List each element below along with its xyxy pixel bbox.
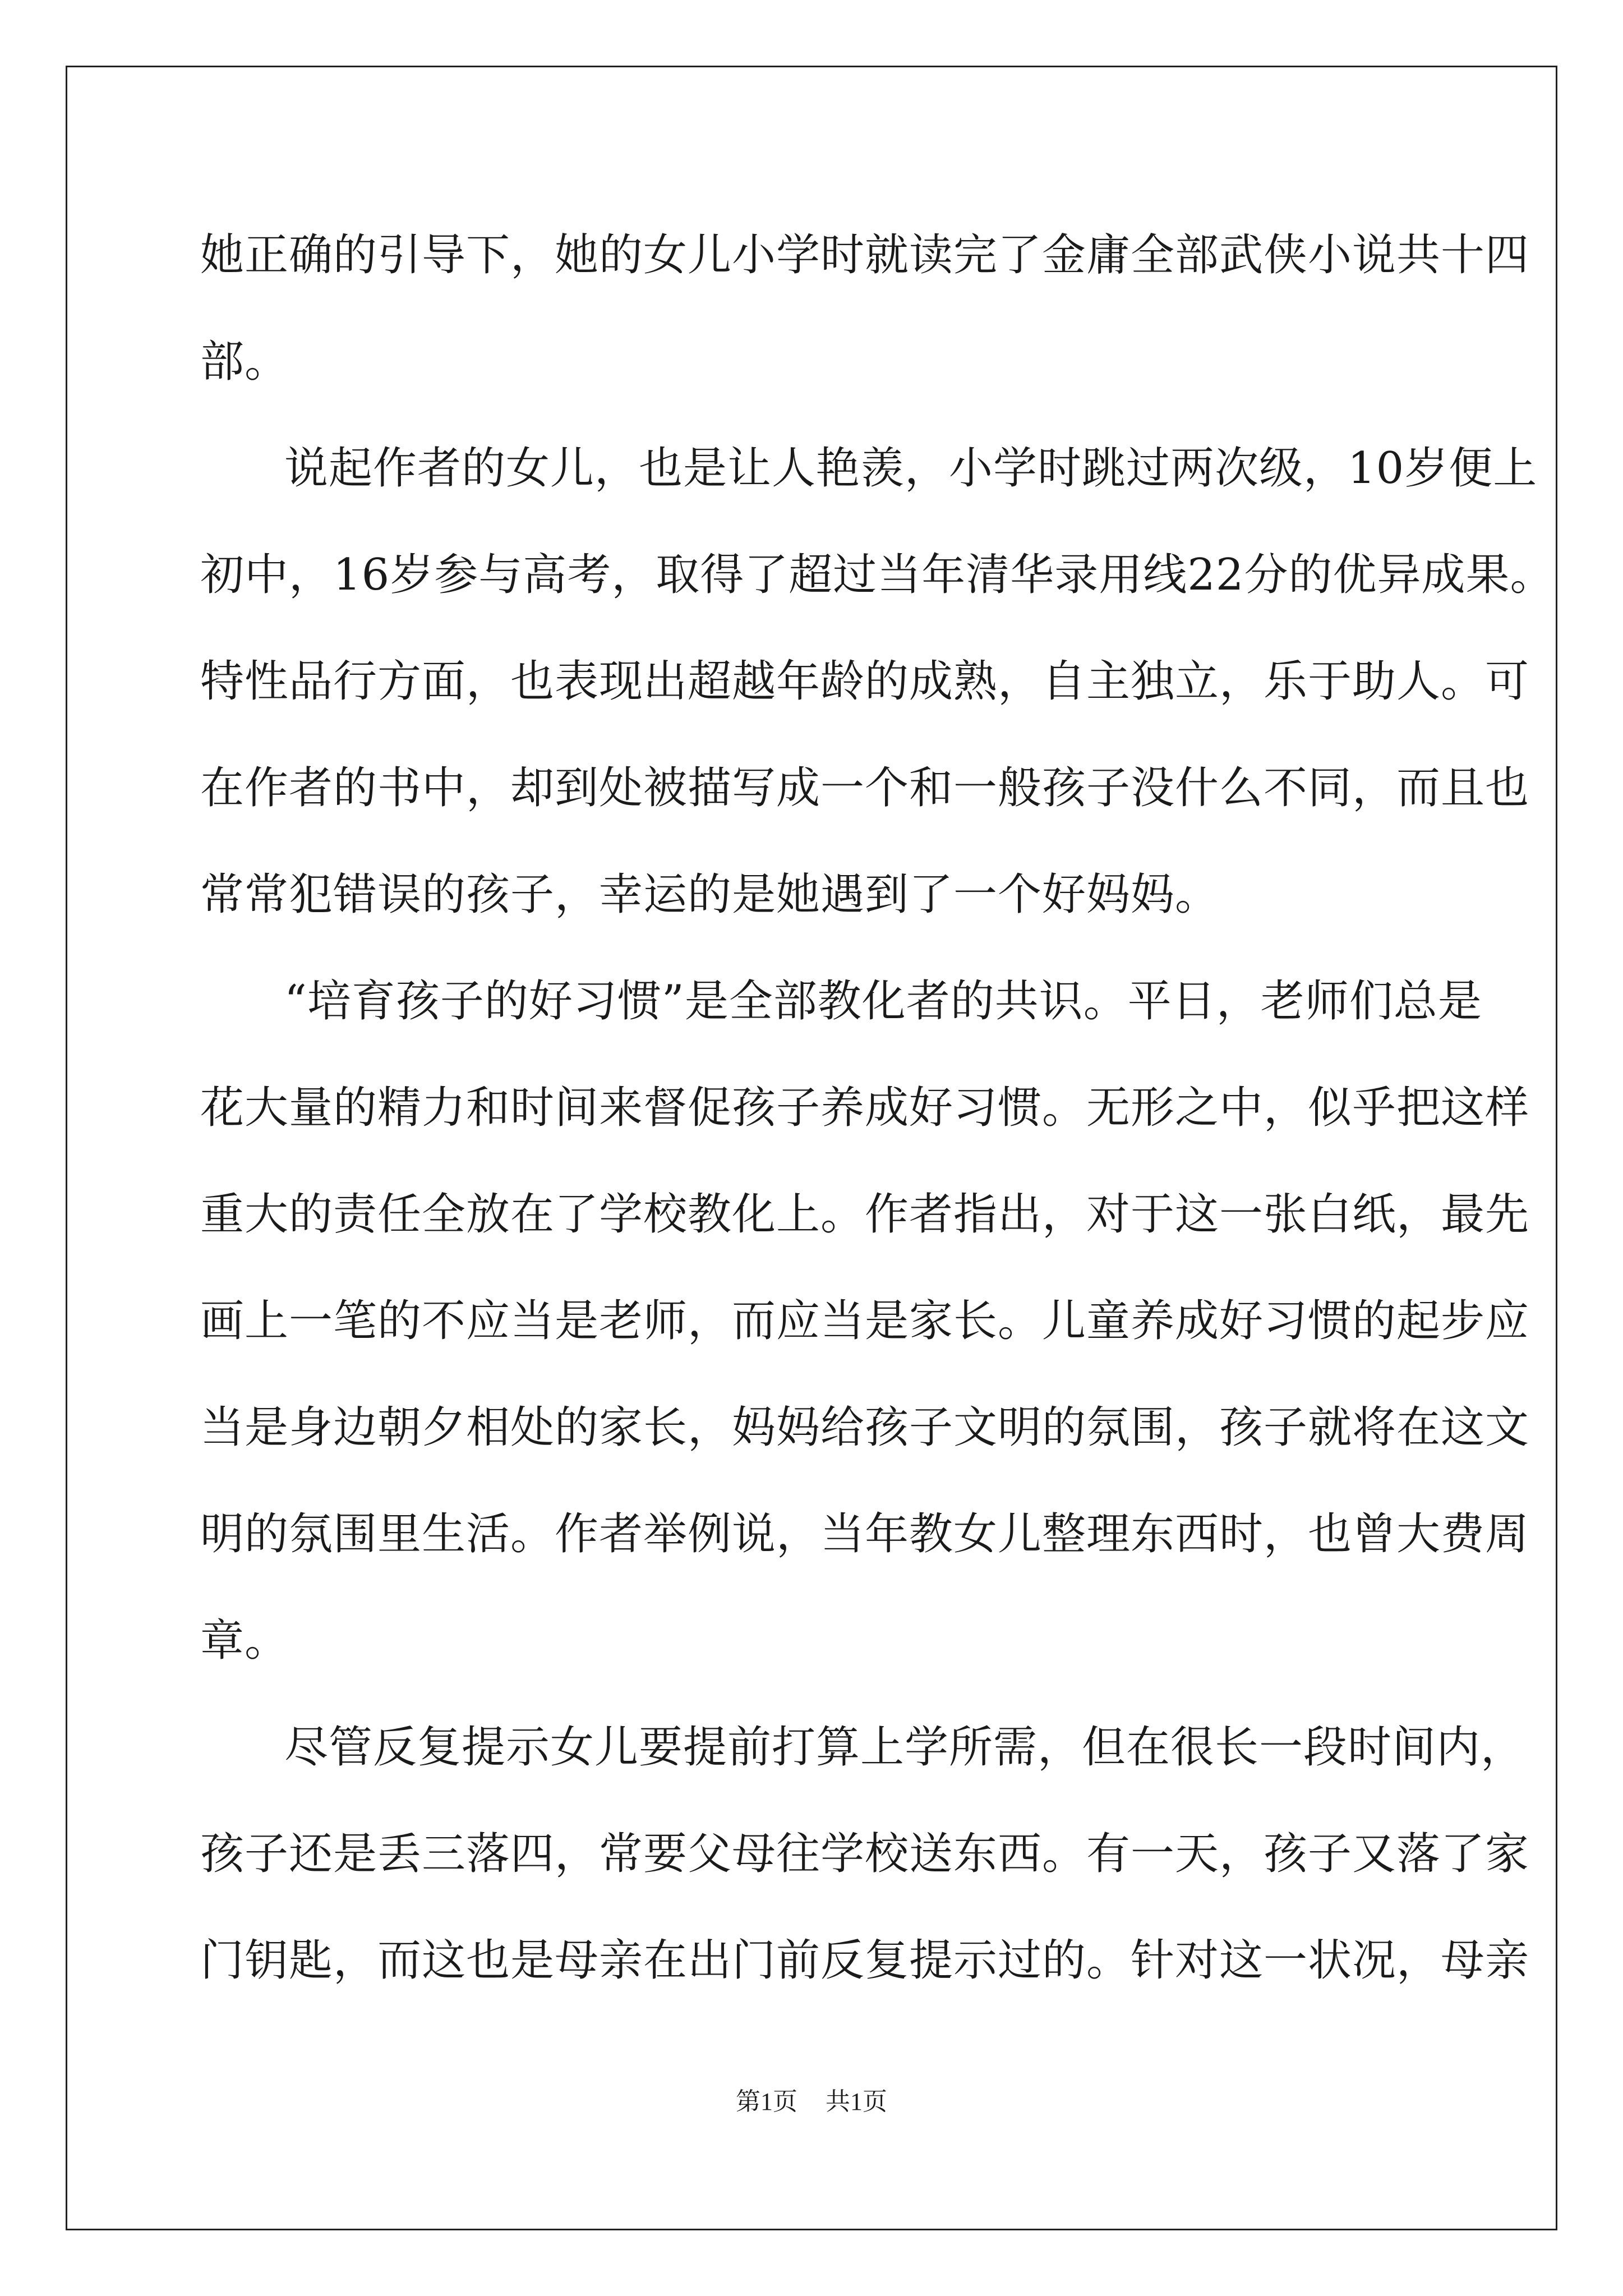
text-line: 她正确的引导下，她的女儿小学时就读完了金庸全部武侠小说共十四 bbox=[200, 230, 1530, 280]
text-line: 在作者的书中，却到处被描写成一个和一般孩子没什么不同，而且也 bbox=[200, 763, 1530, 813]
total-page-count: 共1页 bbox=[826, 2088, 887, 2115]
text-line: 当是身边朝夕相处的家长，妈妈给孩子文明的氛围，孩子就将在这文 bbox=[200, 1402, 1530, 1453]
text-line: “培育孩子的好习惯”是全部教化者的共识。平日，老师们总是 bbox=[284, 976, 1482, 1027]
text-line: 常常犯错误的孩子，幸运的是她遇到了一个好妈妈。 bbox=[200, 869, 1220, 920]
text-line: 初中，16岁参与高考，取得了超过当年清华录用线22分的优异成果。 bbox=[200, 550, 1555, 600]
text-line: 门钥匙，而这也是母亲在出门前反复提示过的。针对这一状况，母亲 bbox=[200, 1935, 1530, 1986]
text-line: 说起作者的女儿，也是让人艳羡，小学时跳过两次级，10岁便上 bbox=[284, 443, 1538, 494]
page-footer bbox=[0, 2081, 1623, 2117]
text-line: 画上一笔的不应当是老师，而应当是家长。儿童养成好习惯的起步应 bbox=[200, 1296, 1530, 1346]
text-line: 特性品行方面，也表现出超越年龄的成熟，自主独立，乐于助人。可 bbox=[200, 656, 1530, 707]
text-line: 尽管反复提示女儿要提前打算上学所需，但在很长一段时间内， bbox=[284, 1722, 1525, 1773]
text-line: 章。 bbox=[200, 1616, 289, 1666]
text-line: 重大的责任全放在了学校教化上。作者指出，对于这一张白纸，最先 bbox=[200, 1189, 1530, 1240]
document-body bbox=[200, 202, 1555, 2014]
text-line: 孩子还是丢三落四，常要父母往学校送东西。有一天，孩子又落了家 bbox=[200, 1829, 1530, 1879]
current-page-number: 第1页 bbox=[736, 2088, 797, 2115]
text-line: 明的氛围里生活。作者举例说，当年教女儿整理东西时，也曾大费周 bbox=[200, 1509, 1530, 1559]
text-line: 部。 bbox=[200, 337, 289, 387]
text-line: 花大量的精力和时间来督促孩子养成好习惯。无形之中，似乎把这样 bbox=[200, 1083, 1530, 1133]
